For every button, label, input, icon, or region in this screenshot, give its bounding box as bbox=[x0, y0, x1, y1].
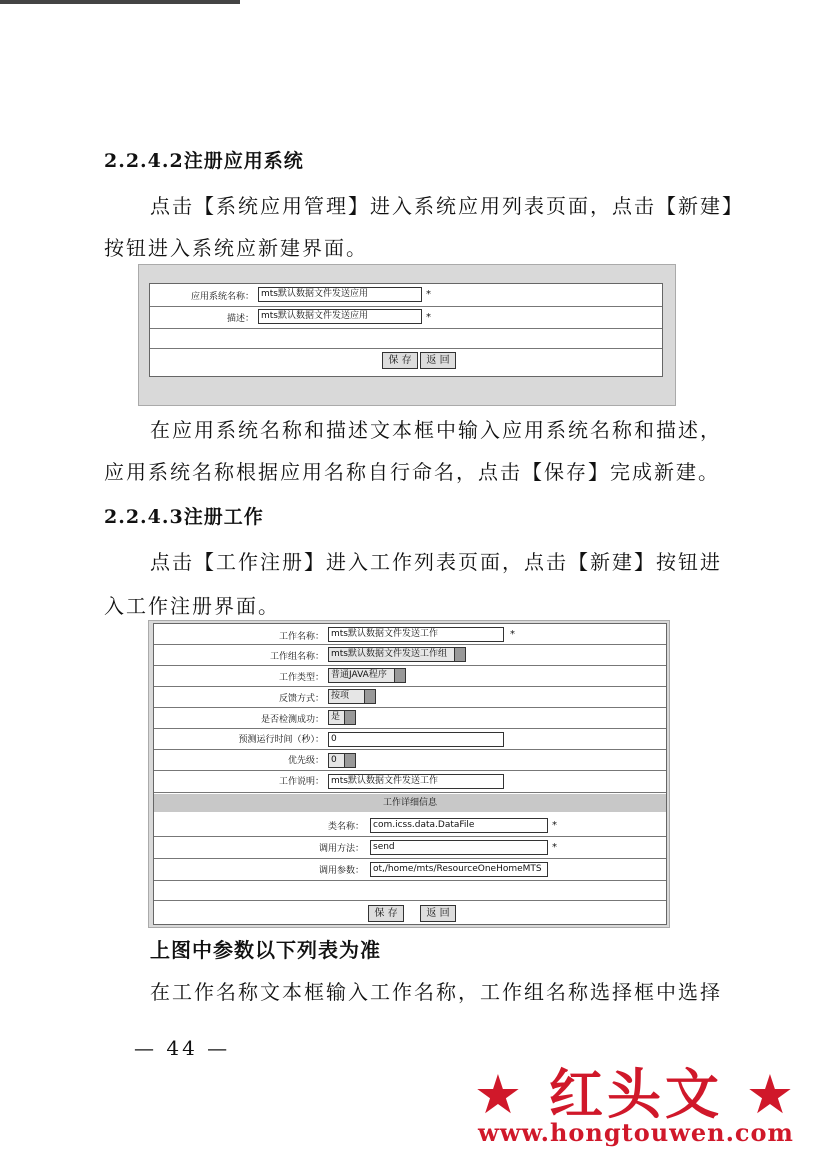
runtime-label: 预测运行时间（秒）： bbox=[238, 735, 324, 745]
app-register-screenshot bbox=[138, 264, 676, 406]
paragraph-line: 入工作注册界面。 bbox=[104, 594, 280, 618]
required-mark: * bbox=[426, 289, 431, 300]
job-type-label: 工作类型： bbox=[278, 673, 324, 683]
save-button[interactable]: 保 存 bbox=[368, 905, 404, 922]
watermark-logo bbox=[456, 1052, 816, 1152]
dropdown-arrow-icon bbox=[344, 754, 355, 767]
save-button[interactable]: 保 存 bbox=[382, 352, 418, 369]
form-row-job-type bbox=[154, 665, 666, 687]
dropdown-arrow-icon bbox=[364, 690, 375, 703]
form-row-app-name bbox=[150, 284, 662, 307]
class-name-label: 类名称： bbox=[327, 822, 364, 832]
class-name-input[interactable]: com.icss.data.DataFile bbox=[370, 818, 548, 833]
form-row-app-desc bbox=[150, 306, 662, 329]
form-row-empty bbox=[154, 880, 666, 901]
form-row-feedback bbox=[154, 686, 666, 708]
dropdown-arrow-icon bbox=[394, 669, 405, 682]
job-type-select[interactable] bbox=[328, 668, 406, 683]
form-row-class-name bbox=[154, 814, 666, 837]
job-register-form bbox=[153, 623, 667, 925]
job-type-value: 普通JAVA程序 bbox=[331, 670, 387, 680]
watermark-title: ★ 红头文 ★ bbox=[473, 1063, 799, 1126]
form-row-empty bbox=[150, 328, 662, 349]
priority-label: 优先级： bbox=[287, 756, 324, 766]
job-detail-header: 工作详细信息 bbox=[154, 794, 666, 812]
params-label: 调用参数： bbox=[318, 866, 364, 876]
back-button[interactable]: 返 回 bbox=[420, 905, 456, 922]
job-desc-input[interactable]: mts默认数据文件发送工作 bbox=[328, 774, 504, 789]
job-desc-label: 工作说明： bbox=[278, 777, 324, 787]
section-heading-register-app: 2.2.4.2注册应用系统 bbox=[104, 150, 304, 172]
priority-value: 0 bbox=[331, 755, 337, 765]
paragraph-line: 在工作名称文本框输入工作名称，工作组名称选择框中选择 bbox=[150, 980, 722, 1004]
method-label: 调用方法： bbox=[318, 844, 364, 854]
form-row-priority bbox=[154, 749, 666, 771]
app-name-label: 应用系统名称： bbox=[190, 292, 254, 302]
feedback-value: 按项 bbox=[331, 691, 350, 701]
app-register-form bbox=[149, 283, 663, 377]
check-success-value: 是 bbox=[331, 712, 341, 722]
method-input[interactable]: send bbox=[370, 840, 548, 855]
form-row-job-desc bbox=[154, 770, 666, 793]
feedback-select[interactable] bbox=[328, 689, 376, 704]
job-group-select[interactable] bbox=[328, 647, 466, 662]
paragraph-line: 点击【系统应用管理】进入系统应用列表页面，点击【新建】 bbox=[150, 194, 744, 218]
form-row-params bbox=[154, 858, 666, 881]
runtime-input[interactable]: 0 bbox=[328, 732, 504, 747]
priority-select[interactable] bbox=[328, 753, 356, 768]
scan-edge-line bbox=[0, 0, 240, 4]
required-mark: * bbox=[510, 629, 515, 640]
app-desc-label: 描述： bbox=[226, 314, 254, 324]
form-row-job-name bbox=[154, 624, 666, 645]
app-desc-input[interactable]: mts默认数据文件发送应用 bbox=[258, 309, 422, 324]
paragraph-line: 点击【工作注册】进入工作列表页面，点击【新建】按钮进 bbox=[150, 550, 722, 574]
page-number: — 44 — bbox=[134, 1036, 231, 1060]
job-name-label: 工作名称： bbox=[278, 632, 324, 642]
paragraph-line: 在应用系统名称和描述文本框中输入应用系统名称和描述， bbox=[150, 418, 722, 442]
required-mark: * bbox=[426, 312, 431, 323]
form-row-check-success bbox=[154, 707, 666, 729]
watermark-url: www.hongtouwen.com bbox=[478, 1118, 794, 1147]
dropdown-arrow-icon bbox=[454, 648, 465, 661]
check-success-select[interactable] bbox=[328, 710, 356, 725]
job-group-value: mts默认数据文件发送工作组 bbox=[331, 649, 447, 659]
back-button[interactable]: 返 回 bbox=[420, 352, 456, 369]
job-register-screenshot bbox=[148, 620, 670, 928]
paragraph-line: 应用系统名称根据应用名称自行命名，点击【保存】完成新建。 bbox=[104, 460, 720, 484]
app-name-input[interactable]: mts默认数据文件发送应用 bbox=[258, 287, 422, 302]
form-row-runtime bbox=[154, 728, 666, 750]
dropdown-arrow-icon bbox=[344, 711, 355, 724]
required-mark: * bbox=[552, 820, 557, 831]
paragraph-line: 按钮进入系统应新建界面。 bbox=[104, 236, 368, 260]
params-input[interactable]: ot,/home/mts/ResourceOneHomeMTS bbox=[370, 862, 548, 877]
feedback-label: 反馈方式： bbox=[278, 694, 324, 704]
required-mark: * bbox=[552, 842, 557, 853]
form-row-method bbox=[154, 836, 666, 859]
section-heading-register-job: 2.2.4.3注册工作 bbox=[104, 506, 264, 528]
form-row-job-group bbox=[154, 644, 666, 666]
note-heading: 上图中参数以下列表为准 bbox=[150, 938, 381, 962]
job-name-input[interactable]: mts默认数据文件发送工作 bbox=[328, 627, 504, 642]
check-success-label: 是否检测成功： bbox=[260, 715, 324, 725]
job-group-label: 工作组名称： bbox=[269, 652, 324, 662]
